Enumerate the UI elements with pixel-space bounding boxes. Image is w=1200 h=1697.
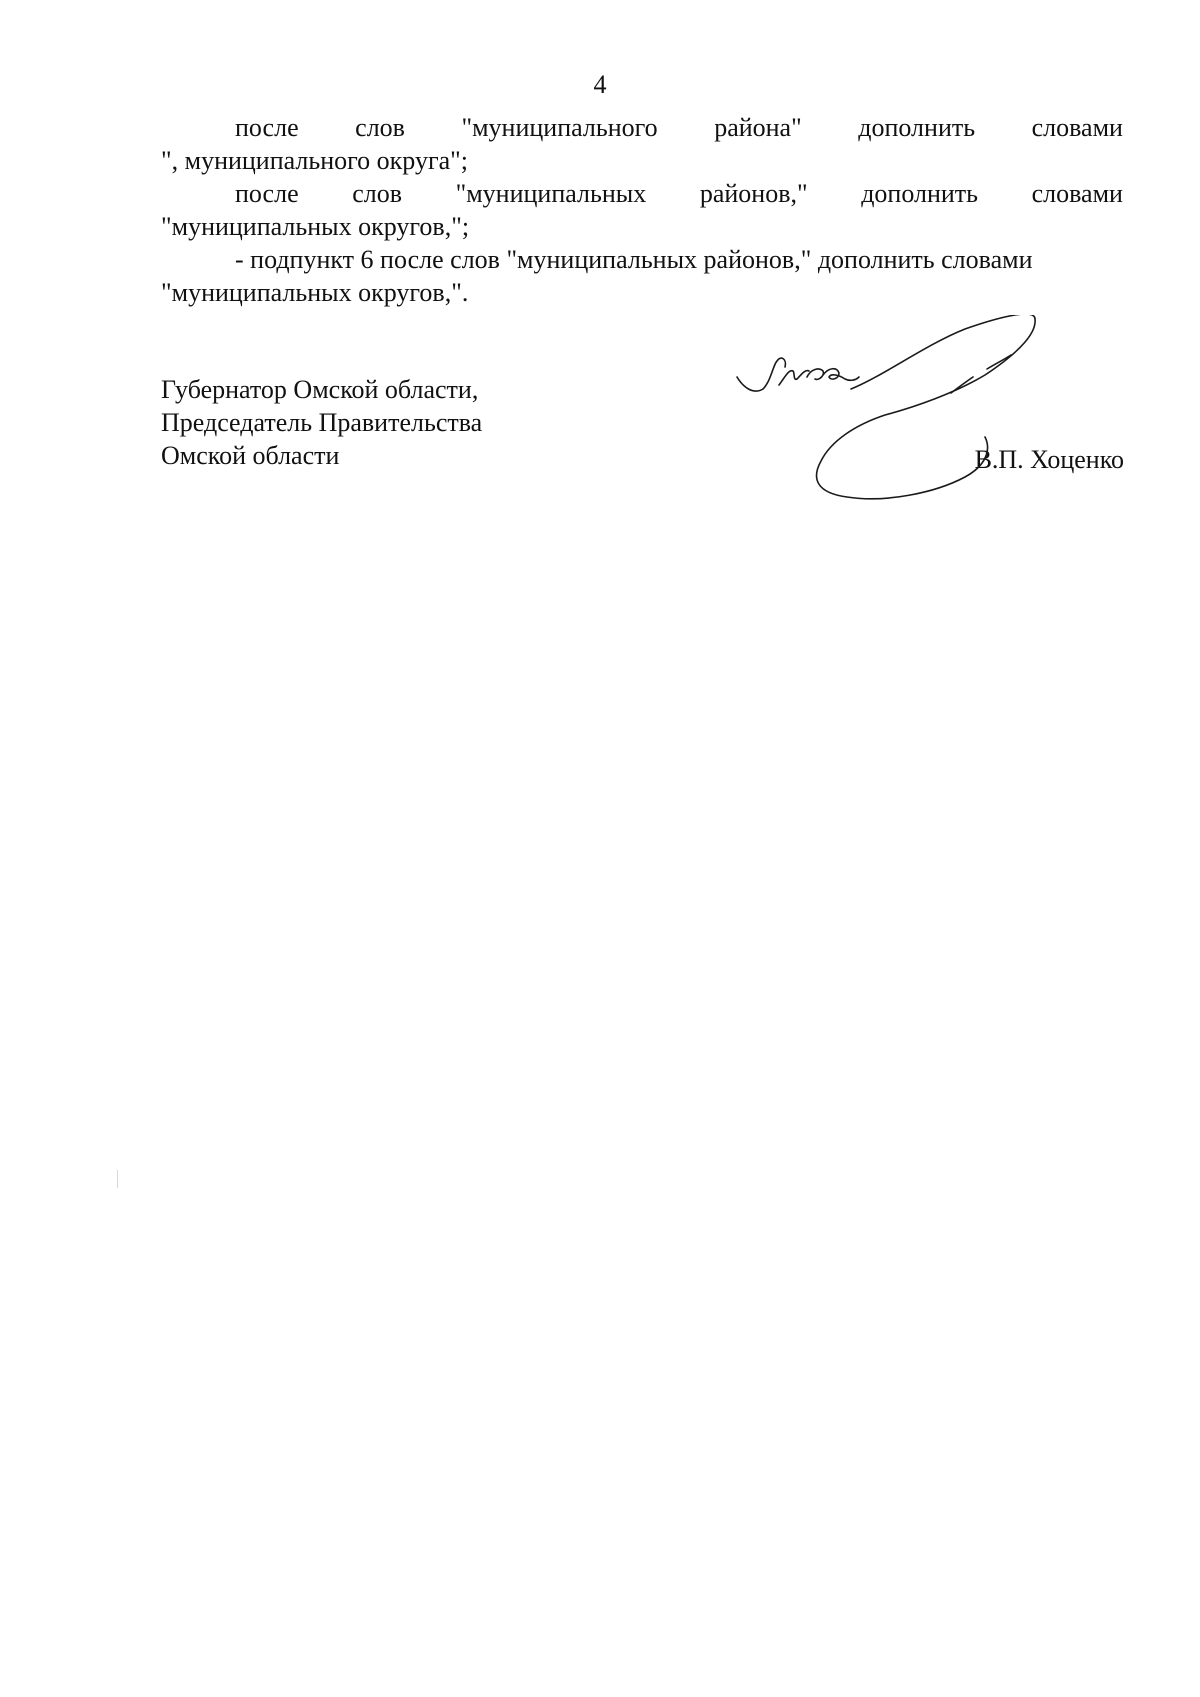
signer-position-line: Губернатор Омской области, [161, 375, 479, 404]
word: после [235, 113, 299, 142]
paragraph-2-continuation: "муниципальных округов,"; [161, 212, 470, 241]
scan-artifact [117, 1170, 118, 1188]
word: дополнить [858, 113, 976, 142]
word: "муниципального [461, 113, 658, 142]
signer-position-line: Председатель Правительства [161, 408, 483, 437]
word: слов [355, 113, 405, 142]
word: словами [1031, 179, 1123, 208]
signer-position-line: Омской области [161, 441, 340, 470]
word: слов [352, 179, 403, 208]
paragraph-3-continuation: "муниципальных округов,". [161, 278, 469, 307]
handwritten-signature [735, 315, 1135, 525]
word: района" [714, 113, 802, 142]
word: "муниципальных [455, 179, 647, 208]
page-number: 4 [593, 70, 607, 99]
word: дополнить [861, 179, 979, 208]
signer-name: В.П. Хоценко [974, 445, 1124, 474]
signer-position [161, 373, 482, 472]
word: районов," [699, 179, 808, 208]
paragraph-2-first-line [161, 177, 1123, 210]
document-body [161, 111, 1123, 309]
word: после [235, 179, 299, 208]
paragraph-1-first-line [161, 111, 1123, 144]
word: словами [1031, 113, 1123, 142]
paragraph-3-first-line: - подпункт 6 после слов "муниципальных районов," дополнить словами [235, 245, 1033, 274]
paragraph-1-continuation: ", муниципального округа"; [161, 146, 468, 175]
